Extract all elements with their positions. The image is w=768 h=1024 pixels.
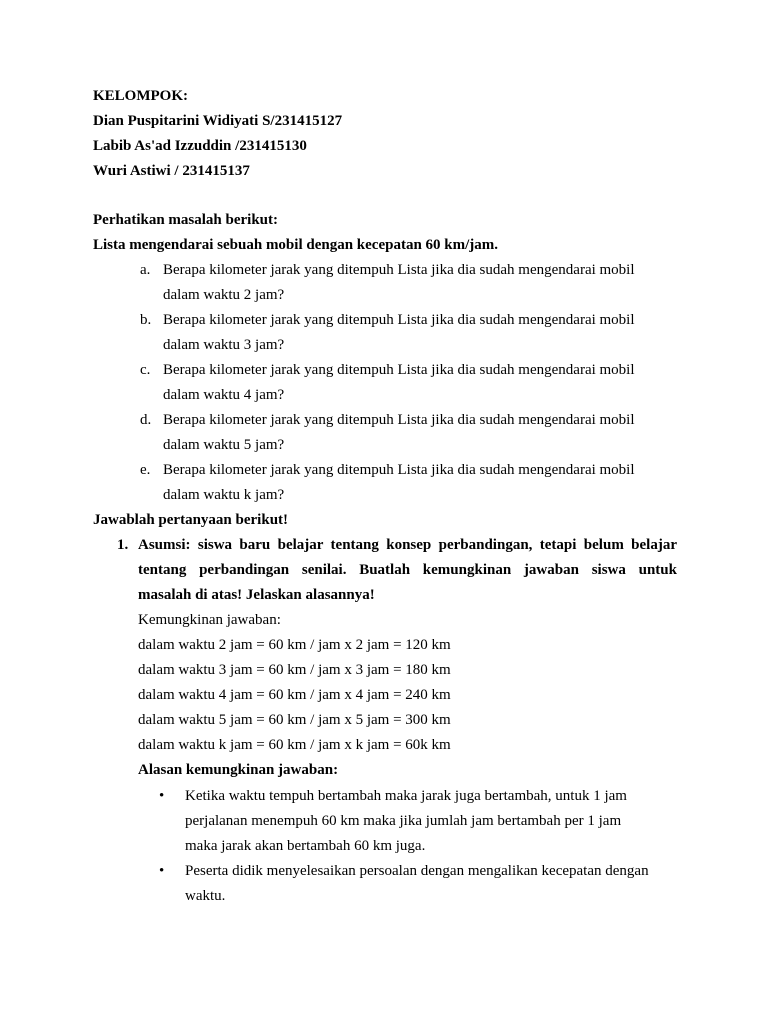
reason-item [93, 784, 677, 809]
question-marker: d. [140, 412, 152, 428]
task-text-cont: tentang perbandingan senilai. Buatlah kemungkinan jawaban siswa untuk [138, 562, 677, 578]
question-marker: c. [140, 362, 151, 378]
question-text-cont: dalam waktu 3 jam? [163, 337, 285, 353]
question-marker: b. [140, 312, 152, 328]
question-text-cont: dalam waktu 4 jam? [163, 387, 285, 403]
task-text: Asumsi: siswa baru belajar tentang konsep perbandingan, tetapi belum belajar [138, 537, 677, 553]
question-item [93, 308, 677, 333]
task-question-1 [93, 533, 677, 558]
bullet-icon: • [159, 863, 165, 879]
question-text: Berapa kilometer jarak yang ditempuh Lista jika dia sudah mengendarai mobil [163, 262, 635, 278]
question-marker: e. [140, 462, 151, 478]
reason-text: Ketika waktu tempuh bertambah maka jarak juga bertambah, untuk 1 jam [185, 788, 627, 804]
reason-item [93, 859, 677, 884]
question-item [93, 358, 677, 383]
document-page [93, 84, 677, 909]
question-marker: a. [140, 262, 151, 278]
member-name: Dian Puspitarini Widiyati S/231415127 [93, 113, 343, 129]
question-text: Berapa kilometer jarak yang ditempuh Lista jika dia sudah mengendarai mobil [163, 362, 635, 378]
task-number: 1. [117, 537, 129, 553]
question-text-cont: dalam waktu 5 jam? [163, 437, 285, 453]
answer-line: dalam waktu 4 jam = 60 km / jam x 4 jam = 240 km [138, 687, 451, 703]
question-text: Berapa kilometer jarak yang ditempuh Lista jika dia sudah mengendarai mobil [163, 412, 635, 428]
answer-line: dalam waktu 5 jam = 60 km / jam x 5 jam = 300 km [138, 712, 451, 728]
answer-line: dalam waktu k jam = 60 km / jam x k jam = 60k km [138, 737, 451, 753]
task-text-cont: masalah di atas! Jelaskan alasannya! [138, 587, 375, 603]
question-list [93, 258, 677, 508]
question-text: Berapa kilometer jarak yang ditempuh Lista jika dia sudah mengendarai mobil [163, 462, 635, 478]
question-text-cont: dalam waktu k jam? [163, 487, 285, 503]
answer-line: dalam waktu 3 jam = 60 km / jam x 3 jam = 180 km [138, 662, 451, 678]
bullet-icon: • [159, 788, 165, 804]
problem-statement: Lista mengendarai sebuah mobil dengan kecepatan 60 km/jam. [93, 237, 499, 253]
reason-text-cont: waktu. [185, 888, 226, 904]
reason-label: Alasan kemungkinan jawaban: [138, 762, 339, 778]
question-item [93, 258, 677, 283]
task-heading: Jawablah pertanyaan berikut! [93, 512, 289, 528]
reason-text-cont: perjalanan menempuh 60 km maka jika jumlah jam bertambah per 1 jam [185, 813, 622, 829]
task-text-row [93, 558, 677, 583]
reason-text-cont: maka jarak akan bertambah 60 km juga. [185, 838, 426, 854]
reason-text: Peserta didik menyelesaikan persoalan dengan mengalikan kecepatan dengan [185, 863, 649, 879]
question-text-cont: dalam waktu 2 jam? [163, 287, 285, 303]
member-name: Wuri Astiwi / 231415137 [93, 163, 250, 179]
answer-line: dalam waktu 2 jam = 60 km / jam x 2 jam = 120 km [138, 637, 451, 653]
group-heading: KELOMPOK: [93, 88, 188, 104]
question-item [93, 408, 677, 433]
answers-label: Kemungkinan jawaban: [138, 612, 281, 628]
member-name: Labib As'ad Izzuddin /231415130 [93, 138, 307, 154]
question-item [93, 458, 677, 483]
question-text: Berapa kilometer jarak yang ditempuh Lista jika dia sudah mengendarai mobil [163, 312, 635, 328]
problem-intro: Perhatikan masalah berikut: [93, 212, 279, 228]
